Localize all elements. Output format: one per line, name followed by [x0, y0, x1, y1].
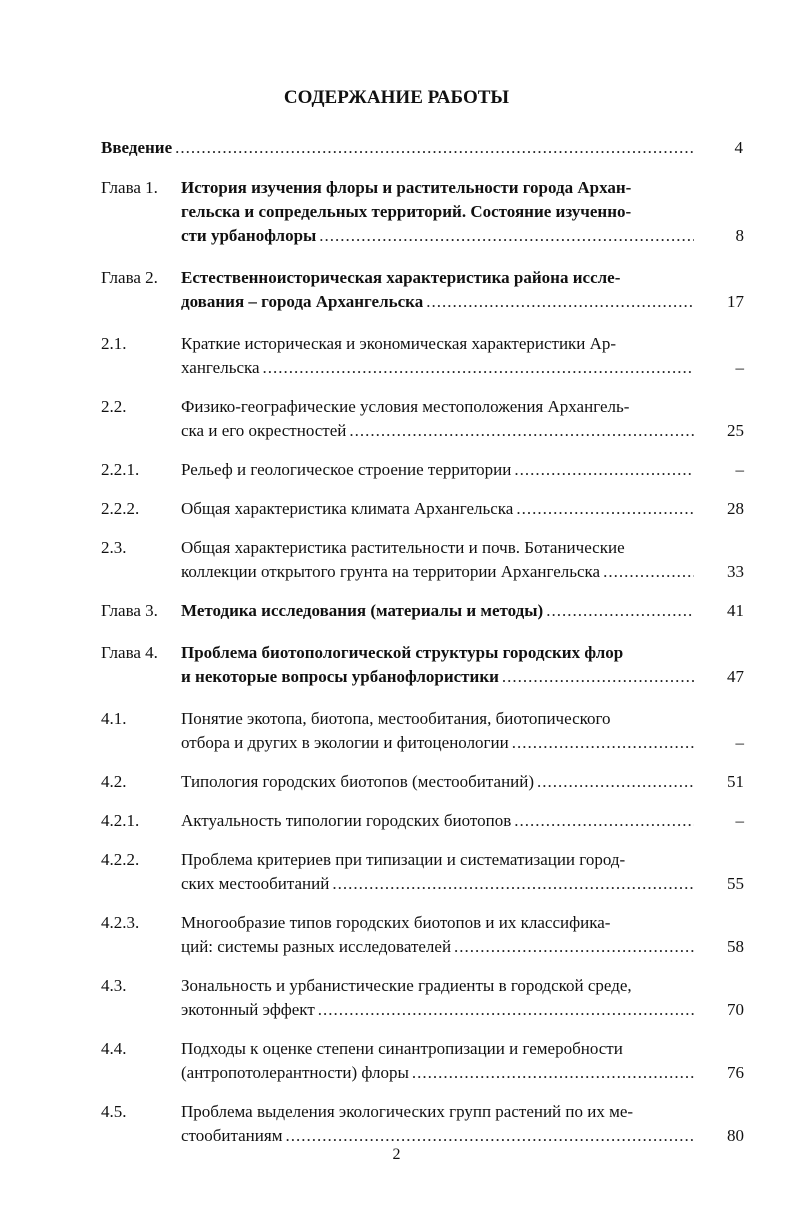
toc-entry-title: [181, 176, 694, 248]
toc-entry-number: 2.1.: [101, 334, 127, 353]
toc-entry-last-line: дования – города Архангельска: [181, 292, 424, 311]
toc-entry-last-line: Актуальность типологии городских биотопов: [181, 811, 512, 830]
dot-leader: [263, 356, 694, 380]
toc-entry-page: 76: [727, 1063, 744, 1082]
toc-entry-title: [181, 1037, 694, 1085]
dot-leader: [349, 419, 694, 443]
dot-leader: [512, 731, 694, 755]
toc-entry-title: [181, 458, 694, 482]
toc-entry-line: Зональность и урбанистические градиенты в городской среде,: [181, 976, 632, 995]
toc-entry: [0, 536, 793, 584]
toc-entry-title: [181, 332, 694, 380]
toc-entry-number: Глава 4.: [101, 643, 158, 662]
toc-entry: [0, 911, 793, 959]
toc-entry-line: Общая характеристика растительности и почв. Ботанические: [181, 538, 625, 557]
toc-entry: [0, 458, 793, 482]
toc-entry-line: История изучения флоры и растительности города Архан-: [181, 178, 632, 197]
toc-entry-page: 25: [727, 421, 744, 440]
toc-entry-last-line: Методика исследования (материалы и методы): [181, 601, 544, 620]
dot-leader: [454, 935, 694, 959]
toc-entry: [0, 395, 793, 443]
toc-entry-line: Физико-географические условия местоположения Архангель-: [181, 397, 630, 416]
toc-entry-title: [101, 136, 693, 160]
toc-entry-last-line: сти урбанофлоры: [181, 226, 317, 245]
toc-entry-number: 4.2.1.: [101, 811, 140, 830]
toc-entry-line: Краткие историческая и экономическая характеристики Ар-: [181, 334, 617, 353]
toc-entry-line: гельска и сопредельных территорий. Состояние изученно-: [181, 202, 632, 221]
toc-entry-number: Глава 2.: [101, 268, 158, 287]
toc-entry-page: 70: [727, 1000, 744, 1019]
dot-leader: [318, 998, 694, 1022]
toc-entry-number: 4.1.: [101, 709, 127, 728]
toc-entry-title: [181, 911, 694, 959]
dot-leader: [426, 290, 694, 314]
table-of-contents: [0, 136, 793, 1163]
toc-entry-number: Глава 1.: [101, 178, 158, 197]
dot-leader: [514, 458, 694, 482]
toc-entry-title: [181, 536, 694, 584]
toc-entry-title: [181, 974, 694, 1022]
toc-entry-line: Естественноисторическая характеристика района иссле-: [181, 268, 621, 287]
toc-entry-title: [181, 641, 694, 689]
toc-entry-last-line: (антропотолерантности) флоры: [181, 1063, 409, 1082]
toc-entry: [0, 641, 793, 689]
toc-entry-title: [181, 497, 694, 521]
toc-entry-page: 4: [734, 138, 743, 157]
toc-entry: [0, 770, 793, 794]
toc-entry-last-line: ских местообитаний: [181, 874, 330, 893]
dot-leader: [516, 497, 694, 521]
toc-entry-page: 51: [727, 772, 744, 791]
toc-entry-last-line: и некоторые вопросы урбанофлористики: [181, 667, 499, 686]
toc-entry-last-line: ций: системы разных исследователей: [181, 937, 452, 956]
toc-entry-line: Многообразие типов городских биотопов и их классифика-: [181, 913, 611, 932]
toc-entry-line: Проблема выделения экологических групп растений по их ме-: [181, 1102, 634, 1121]
toc-entry: [0, 332, 793, 380]
dot-leader: [332, 872, 694, 896]
toc-entry: [0, 599, 793, 623]
toc-entry-line: Проблема биотопологической структуры городских флор: [181, 643, 624, 662]
toc-entry-last-line: коллекции открытого грунта на территории Архангельска: [181, 562, 601, 581]
toc-entry-title: [181, 770, 694, 794]
dot-leader: [603, 560, 694, 584]
toc-entry-number: 4.2.3.: [101, 913, 140, 932]
toc-entry-number: 4.3.: [101, 976, 127, 995]
toc-entry: [0, 176, 793, 248]
page-number: 2: [392, 1146, 401, 1163]
toc-entry-last-line: Введение: [101, 138, 173, 157]
toc-entry: [0, 497, 793, 521]
toc-entry: [0, 707, 793, 755]
toc-entry-last-line: отбора и других в экологии и фитоценологии: [181, 733, 509, 752]
toc-entry-number: 4.4.: [101, 1039, 127, 1058]
document-title: СОДЕРЖАНИЕ РАБОТЫ: [283, 87, 510, 108]
toc-entry: [0, 136, 793, 160]
toc-entry-last-line: Общая характеристика климата Архангельска: [181, 499, 514, 518]
toc-entry-page: 47: [727, 667, 744, 686]
toc-entry-page: 55: [727, 874, 744, 893]
toc-entry-number: Глава 3.: [101, 601, 158, 620]
toc-entry-last-line: стообитаниям: [181, 1126, 283, 1145]
toc-entry: [0, 266, 793, 314]
toc-entry-title: [181, 1100, 694, 1148]
toc-entry-page: 8: [735, 226, 744, 245]
toc-entry-title: [181, 599, 694, 623]
toc-entry: [0, 1100, 793, 1148]
dot-leader: [319, 224, 694, 248]
toc-entry: [0, 848, 793, 896]
toc-entry-last-line: Рельеф и геологическое строение территории: [181, 460, 512, 479]
toc-entry-page: –: [735, 460, 744, 479]
toc-entry-title: [181, 266, 694, 314]
toc-entry-title: [181, 848, 694, 896]
toc-entry-number: 2.2.2.: [101, 499, 140, 518]
toc-entry-line: Понятие экотопа, биотопа, местообитания, биотопического: [181, 709, 611, 728]
toc-entry-page: 17: [727, 292, 744, 311]
toc-entry-number: 2.3.: [101, 538, 127, 557]
toc-entry-last-line: хангельска: [181, 358, 260, 377]
dot-leader: [175, 136, 693, 160]
toc-entry-number: 4.5.: [101, 1102, 127, 1121]
toc-entry-page: 28: [727, 499, 744, 518]
toc-entry-page: –: [735, 733, 744, 752]
toc-entry: [0, 1037, 793, 1085]
toc-entry-number: 4.2.2.: [101, 850, 140, 869]
toc-entry: [0, 974, 793, 1022]
toc-entry-line: Подходы к оценке степени синантропизации и гемеробности: [181, 1039, 623, 1058]
toc-entry-number: 2.2.: [101, 397, 127, 416]
toc-entry-last-line: ска и его окрестностей: [181, 421, 347, 440]
dot-leader: [502, 665, 694, 689]
toc-entry-line: Проблема критериев при типизации и систематизации город-: [181, 850, 626, 869]
toc-entry-number: 2.2.1.: [101, 460, 140, 479]
toc-entry-title: [181, 395, 694, 443]
dot-leader: [514, 809, 694, 833]
toc-entry-title: [181, 707, 694, 755]
toc-entry-title: [181, 809, 694, 833]
toc-entry-page: 41: [727, 601, 744, 620]
toc-entry: [0, 809, 793, 833]
dot-leader: [412, 1061, 694, 1085]
toc-entry-last-line: Типология городских биотопов (местообитаний): [181, 772, 535, 791]
toc-entry-number: 4.2.: [101, 772, 127, 791]
toc-entry-page: 58: [727, 937, 744, 956]
toc-entry-page: 33: [727, 562, 744, 581]
toc-entry-last-line: экотонный эффект: [181, 1000, 315, 1019]
dot-leader: [546, 599, 694, 623]
toc-entry-page: –: [735, 811, 744, 830]
toc-entry-page: –: [735, 358, 744, 377]
toc-entry-page: 80: [727, 1126, 744, 1145]
dot-leader: [537, 770, 694, 794]
